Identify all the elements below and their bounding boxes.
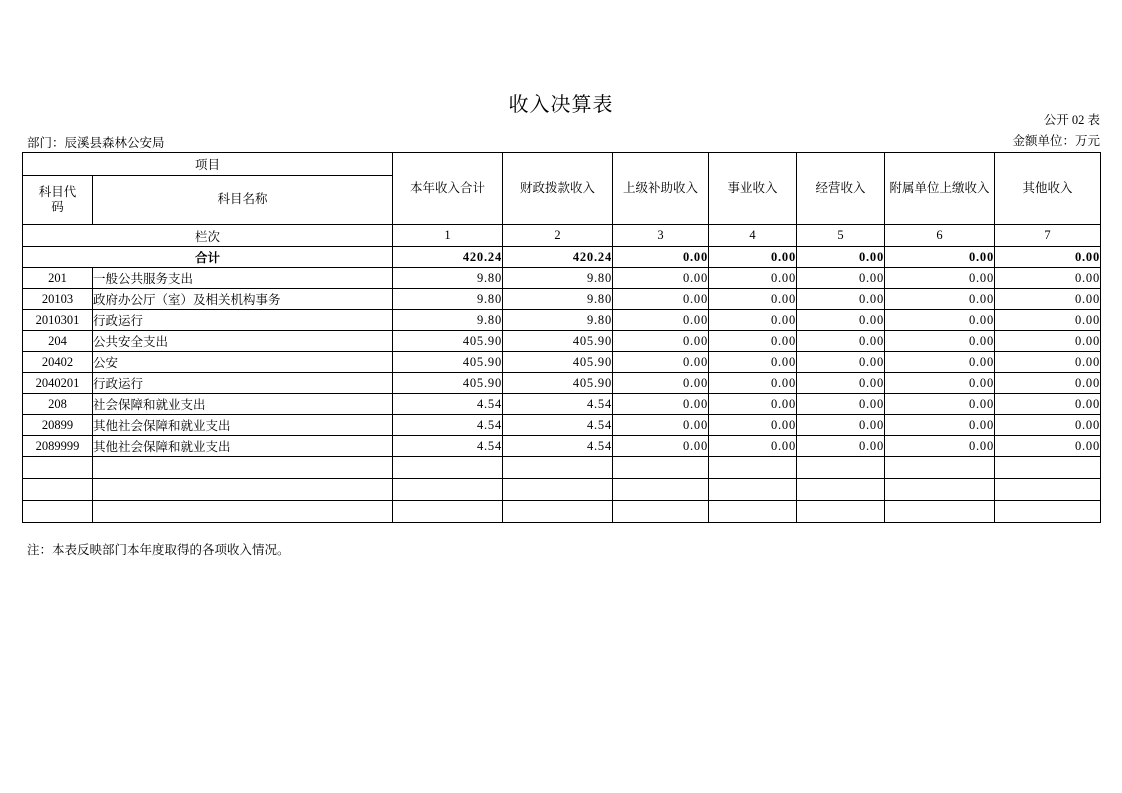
header-superior-subsidy: 上级补助收入 xyxy=(613,153,709,225)
table-note: 注：本表反映部门本年度取得的各项收入情况。 xyxy=(27,543,290,557)
row-value-4: 0.00 xyxy=(709,415,797,436)
row-code: 2089999 xyxy=(23,436,93,457)
total-value-3: 0.00 xyxy=(613,247,709,268)
row-value-6: 0.00 xyxy=(885,394,995,415)
row-value-1: 405.90 xyxy=(393,373,503,394)
row-value-5: 0.00 xyxy=(797,352,885,373)
header-other-income: 其他收入 xyxy=(995,153,1101,225)
row-value-7: 0.00 xyxy=(995,289,1101,310)
row-value-4: 0.00 xyxy=(709,289,797,310)
table-row xyxy=(23,479,1101,501)
row-value-5: 0.00 xyxy=(797,310,885,331)
row-name: 公共安全支出 xyxy=(93,331,393,352)
row-value-7: 0.00 xyxy=(995,352,1101,373)
row-value-5: 0.00 xyxy=(797,289,885,310)
row-value-2: 9.80 xyxy=(503,289,613,310)
header-project-group: 项目 xyxy=(23,153,393,176)
row-value-3: 0.00 xyxy=(613,289,709,310)
row-value-4 xyxy=(709,479,797,501)
row-value-4: 0.00 xyxy=(709,373,797,394)
table-row xyxy=(23,331,1101,352)
table-row xyxy=(23,373,1101,394)
total-value-1: 420.24 xyxy=(393,247,503,268)
row-value-5: 0.00 xyxy=(797,415,885,436)
row-value-2: 9.80 xyxy=(503,268,613,289)
total-row xyxy=(23,247,1101,268)
row-value-6 xyxy=(885,457,995,479)
row-code: 20402 xyxy=(23,352,93,373)
row-value-5 xyxy=(797,457,885,479)
row-value-3: 0.00 xyxy=(613,331,709,352)
row-name: 其他社会保障和就业支出 xyxy=(93,436,393,457)
row-value-6: 0.00 xyxy=(885,352,995,373)
row-value-7 xyxy=(995,501,1101,523)
row-value-7: 0.00 xyxy=(995,415,1101,436)
row-code: 20103 xyxy=(23,289,93,310)
row-value-4: 0.00 xyxy=(709,310,797,331)
table-row xyxy=(23,268,1101,289)
row-value-1 xyxy=(393,479,503,501)
row-value-3: 0.00 xyxy=(613,268,709,289)
total-label: 合计 xyxy=(23,247,393,268)
row-value-2: 4.54 xyxy=(503,394,613,415)
row-value-1: 405.90 xyxy=(393,331,503,352)
table-row xyxy=(23,436,1101,457)
header-fiscal-appropriation: 财政拨款收入 xyxy=(503,153,613,225)
row-value-1: 4.54 xyxy=(393,394,503,415)
table-row xyxy=(23,394,1101,415)
row-name: 其他社会保障和就业支出 xyxy=(93,415,393,436)
column-index-5: 5 xyxy=(797,225,885,247)
table-row xyxy=(23,352,1101,373)
row-code: 2010301 xyxy=(23,310,93,331)
row-code: 208 xyxy=(23,394,93,415)
row-value-1: 4.54 xyxy=(393,415,503,436)
total-value-5: 0.00 xyxy=(797,247,885,268)
row-value-3: 0.00 xyxy=(613,352,709,373)
row-value-6: 0.00 xyxy=(885,310,995,331)
row-value-4: 0.00 xyxy=(709,331,797,352)
row-name: 行政运行 xyxy=(93,310,393,331)
row-value-1 xyxy=(393,501,503,523)
column-index-3: 3 xyxy=(613,225,709,247)
row-value-6 xyxy=(885,501,995,523)
column-index-4: 4 xyxy=(709,225,797,247)
row-value-7: 0.00 xyxy=(995,310,1101,331)
row-value-4: 0.00 xyxy=(709,394,797,415)
row-value-2 xyxy=(503,479,613,501)
row-value-2 xyxy=(503,457,613,479)
header-subject-code-line1: 科目代 xyxy=(38,185,77,199)
table-row xyxy=(23,457,1101,479)
row-value-3: 0.00 xyxy=(613,373,709,394)
row-value-6: 0.00 xyxy=(885,373,995,394)
row-value-7 xyxy=(995,479,1101,501)
row-code: 20899 xyxy=(23,415,93,436)
row-value-6: 0.00 xyxy=(885,268,995,289)
row-value-2: 4.54 xyxy=(503,436,613,457)
column-index-6: 6 xyxy=(885,225,995,247)
total-value-4: 0.00 xyxy=(709,247,797,268)
row-value-7 xyxy=(995,457,1101,479)
table-header-row-1 xyxy=(23,153,1101,176)
row-name: 行政运行 xyxy=(93,373,393,394)
row-value-3 xyxy=(613,501,709,523)
row-value-5: 0.00 xyxy=(797,268,885,289)
row-value-7: 0.00 xyxy=(995,394,1101,415)
row-value-6: 0.00 xyxy=(885,436,995,457)
row-value-4: 0.00 xyxy=(709,268,797,289)
row-value-7: 0.00 xyxy=(995,268,1101,289)
row-value-6: 0.00 xyxy=(885,289,995,310)
column-index-7: 7 xyxy=(995,225,1101,247)
total-value-6: 0.00 xyxy=(885,247,995,268)
row-value-4 xyxy=(709,457,797,479)
row-value-7: 0.00 xyxy=(995,373,1101,394)
total-value-7: 0.00 xyxy=(995,247,1101,268)
row-value-3 xyxy=(613,457,709,479)
table-row xyxy=(23,310,1101,331)
row-value-7: 0.00 xyxy=(995,331,1101,352)
column-index-label: 栏次 xyxy=(23,225,393,247)
row-name xyxy=(93,457,393,479)
row-value-4: 0.00 xyxy=(709,352,797,373)
table-row xyxy=(23,289,1101,310)
row-value-5: 0.00 xyxy=(797,373,885,394)
row-code xyxy=(23,457,93,479)
row-code: 204 xyxy=(23,331,93,352)
header-subordinate-payment: 附属单位上缴收入 xyxy=(885,153,995,225)
row-value-2: 405.90 xyxy=(503,373,613,394)
row-value-1: 4.54 xyxy=(393,436,503,457)
row-value-1: 405.90 xyxy=(393,352,503,373)
row-value-7: 0.00 xyxy=(995,436,1101,457)
row-code: 2040201 xyxy=(23,373,93,394)
amount-unit: 金额单位：万元 xyxy=(1012,134,1100,148)
row-value-6: 0.00 xyxy=(885,331,995,352)
row-value-5: 0.00 xyxy=(797,394,885,415)
row-value-4: 0.00 xyxy=(709,436,797,457)
department-line: 部门：辰溪县森林公安局 xyxy=(27,136,165,150)
row-value-1 xyxy=(393,457,503,479)
income-final-accounts-table xyxy=(22,152,1101,523)
row-value-3: 0.00 xyxy=(613,415,709,436)
row-value-2: 4.54 xyxy=(503,415,613,436)
header-subject-code xyxy=(23,176,93,225)
row-value-1: 9.80 xyxy=(393,310,503,331)
row-name: 公安 xyxy=(93,352,393,373)
row-value-6 xyxy=(885,479,995,501)
row-value-3: 0.00 xyxy=(613,436,709,457)
table-row xyxy=(23,501,1101,523)
column-index-2: 2 xyxy=(503,225,613,247)
header-subject-name: 科目名称 xyxy=(93,176,393,225)
row-value-3 xyxy=(613,479,709,501)
row-value-5 xyxy=(797,501,885,523)
row-value-1: 9.80 xyxy=(393,289,503,310)
row-name: 政府办公厅（室）及相关机构事务 xyxy=(93,289,393,310)
header-business-income: 事业收入 xyxy=(709,153,797,225)
row-value-2: 405.90 xyxy=(503,331,613,352)
row-value-2: 405.90 xyxy=(503,352,613,373)
column-index-row xyxy=(23,225,1101,247)
row-value-3: 0.00 xyxy=(613,310,709,331)
row-code xyxy=(23,479,93,501)
header-subject-code-line2: 码 xyxy=(51,200,64,214)
total-value-2: 420.24 xyxy=(503,247,613,268)
row-value-5: 0.00 xyxy=(797,436,885,457)
row-value-5 xyxy=(797,479,885,501)
row-value-6: 0.00 xyxy=(885,415,995,436)
row-name: 一般公共服务支出 xyxy=(93,268,393,289)
row-value-4 xyxy=(709,501,797,523)
column-index-1: 1 xyxy=(393,225,503,247)
row-name xyxy=(93,479,393,501)
table-row xyxy=(23,415,1101,436)
row-value-2: 9.80 xyxy=(503,310,613,331)
row-value-3: 0.00 xyxy=(613,394,709,415)
header-operating-income: 经营收入 xyxy=(797,153,885,225)
row-value-5: 0.00 xyxy=(797,331,885,352)
header-total-income: 本年收入合计 xyxy=(393,153,503,225)
row-name xyxy=(93,501,393,523)
row-code xyxy=(23,501,93,523)
row-value-1: 9.80 xyxy=(393,268,503,289)
row-code: 201 xyxy=(23,268,93,289)
row-name: 社会保障和就业支出 xyxy=(93,394,393,415)
form-number: 公开 02 表 xyxy=(1043,113,1100,127)
row-value-2 xyxy=(503,501,613,523)
page-title: 收入决算表 xyxy=(508,94,614,116)
